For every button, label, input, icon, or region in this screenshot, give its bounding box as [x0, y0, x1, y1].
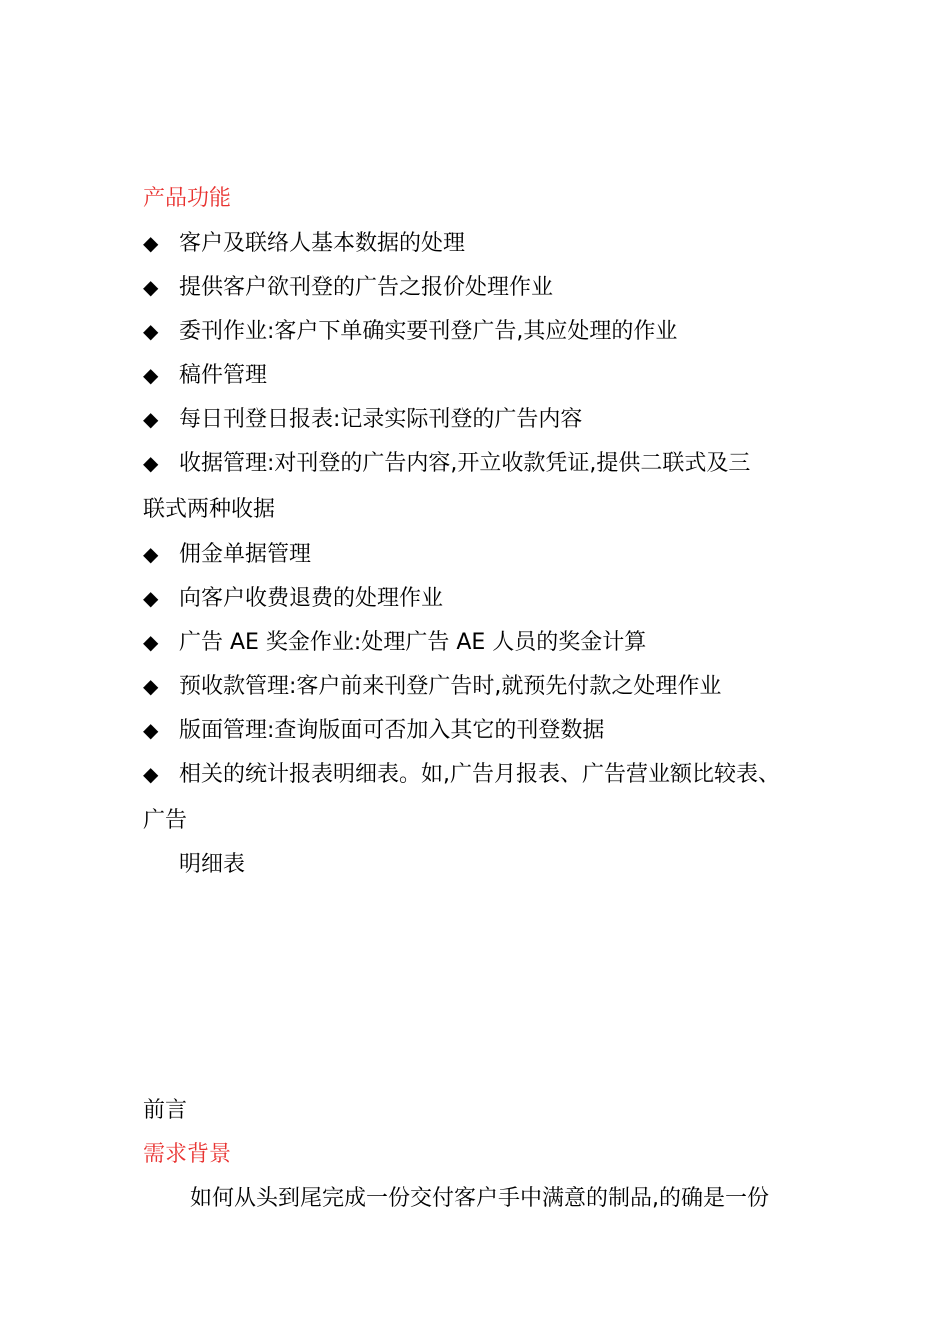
diamond-bullet-icon: ◆: [143, 630, 159, 654]
list-item: [143, 759, 780, 790]
diamond-bullet-icon: ◆: [143, 542, 159, 566]
list-item-text: 每日刊登日报表:记录实际刊登的广告内容: [179, 407, 583, 432]
diamond-bullet-icon: ◆: [143, 718, 159, 742]
list-item: [143, 404, 582, 435]
section-heading-product-features: 产品功能: [143, 186, 232, 211]
list-item: [143, 539, 311, 570]
diamond-bullet-icon: ◆: [143, 363, 159, 387]
list-item: [143, 627, 646, 658]
list-item-continuation: 广告: [143, 808, 188, 833]
diamond-bullet-icon: ◆: [143, 407, 159, 431]
list-item-continuation: 明细表: [179, 852, 246, 877]
list-item: [143, 715, 604, 746]
list-item-text: 委刊作业:客户下单确实要刊登广告,其应处理的作业: [179, 319, 678, 344]
diamond-bullet-icon: ◆: [143, 231, 159, 255]
list-item-continuation: 联式两种收据: [143, 497, 276, 522]
diamond-bullet-icon: ◆: [143, 319, 159, 343]
list-item-text: 向客户收费退费的处理作业: [179, 586, 444, 611]
list-item: [143, 272, 553, 303]
list-item: [143, 448, 750, 479]
list-item-text: 收据管理:对刊登的广告内容,开立收款凭证,提供二联式及三: [179, 451, 751, 476]
list-item-text: 稿件管理: [179, 363, 268, 388]
list-item-text: 提供客户欲刊登的广告之报价处理作业: [179, 275, 554, 300]
diamond-bullet-icon: ◆: [143, 451, 159, 475]
list-item-text: 广告 AE 奖金作业:处理广告 AE 人员的奖金计算: [179, 630, 647, 655]
list-item-text: 预收款管理:客户前来刊登广告时,就预先付款之处理作业: [179, 674, 722, 699]
diamond-bullet-icon: ◆: [143, 586, 159, 610]
body-paragraph: 如何从头到尾完成一份交付客户手中满意的制品,的确是一份: [190, 1186, 769, 1211]
list-item-text: 佣金单据管理: [179, 542, 312, 567]
list-item: [143, 316, 677, 347]
diamond-bullet-icon: ◆: [143, 674, 159, 698]
list-item-text: 客户及联络人基本数据的处理: [179, 231, 466, 256]
list-item-text: 版面管理:查询版面可否加入其它的刊登数据: [179, 718, 605, 743]
list-item-text: 相关的统计报表明细表。如,广告月报表、广告营业额比较表、: [179, 762, 780, 787]
list-item: [143, 671, 721, 702]
list-item: [143, 360, 267, 391]
list-item: [143, 228, 465, 259]
preface-title: 前言: [143, 1098, 188, 1123]
diamond-bullet-icon: ◆: [143, 762, 159, 786]
list-item: [143, 583, 443, 614]
section-heading-requirements-background: 需求背景: [143, 1142, 232, 1167]
diamond-bullet-icon: ◆: [143, 275, 159, 299]
